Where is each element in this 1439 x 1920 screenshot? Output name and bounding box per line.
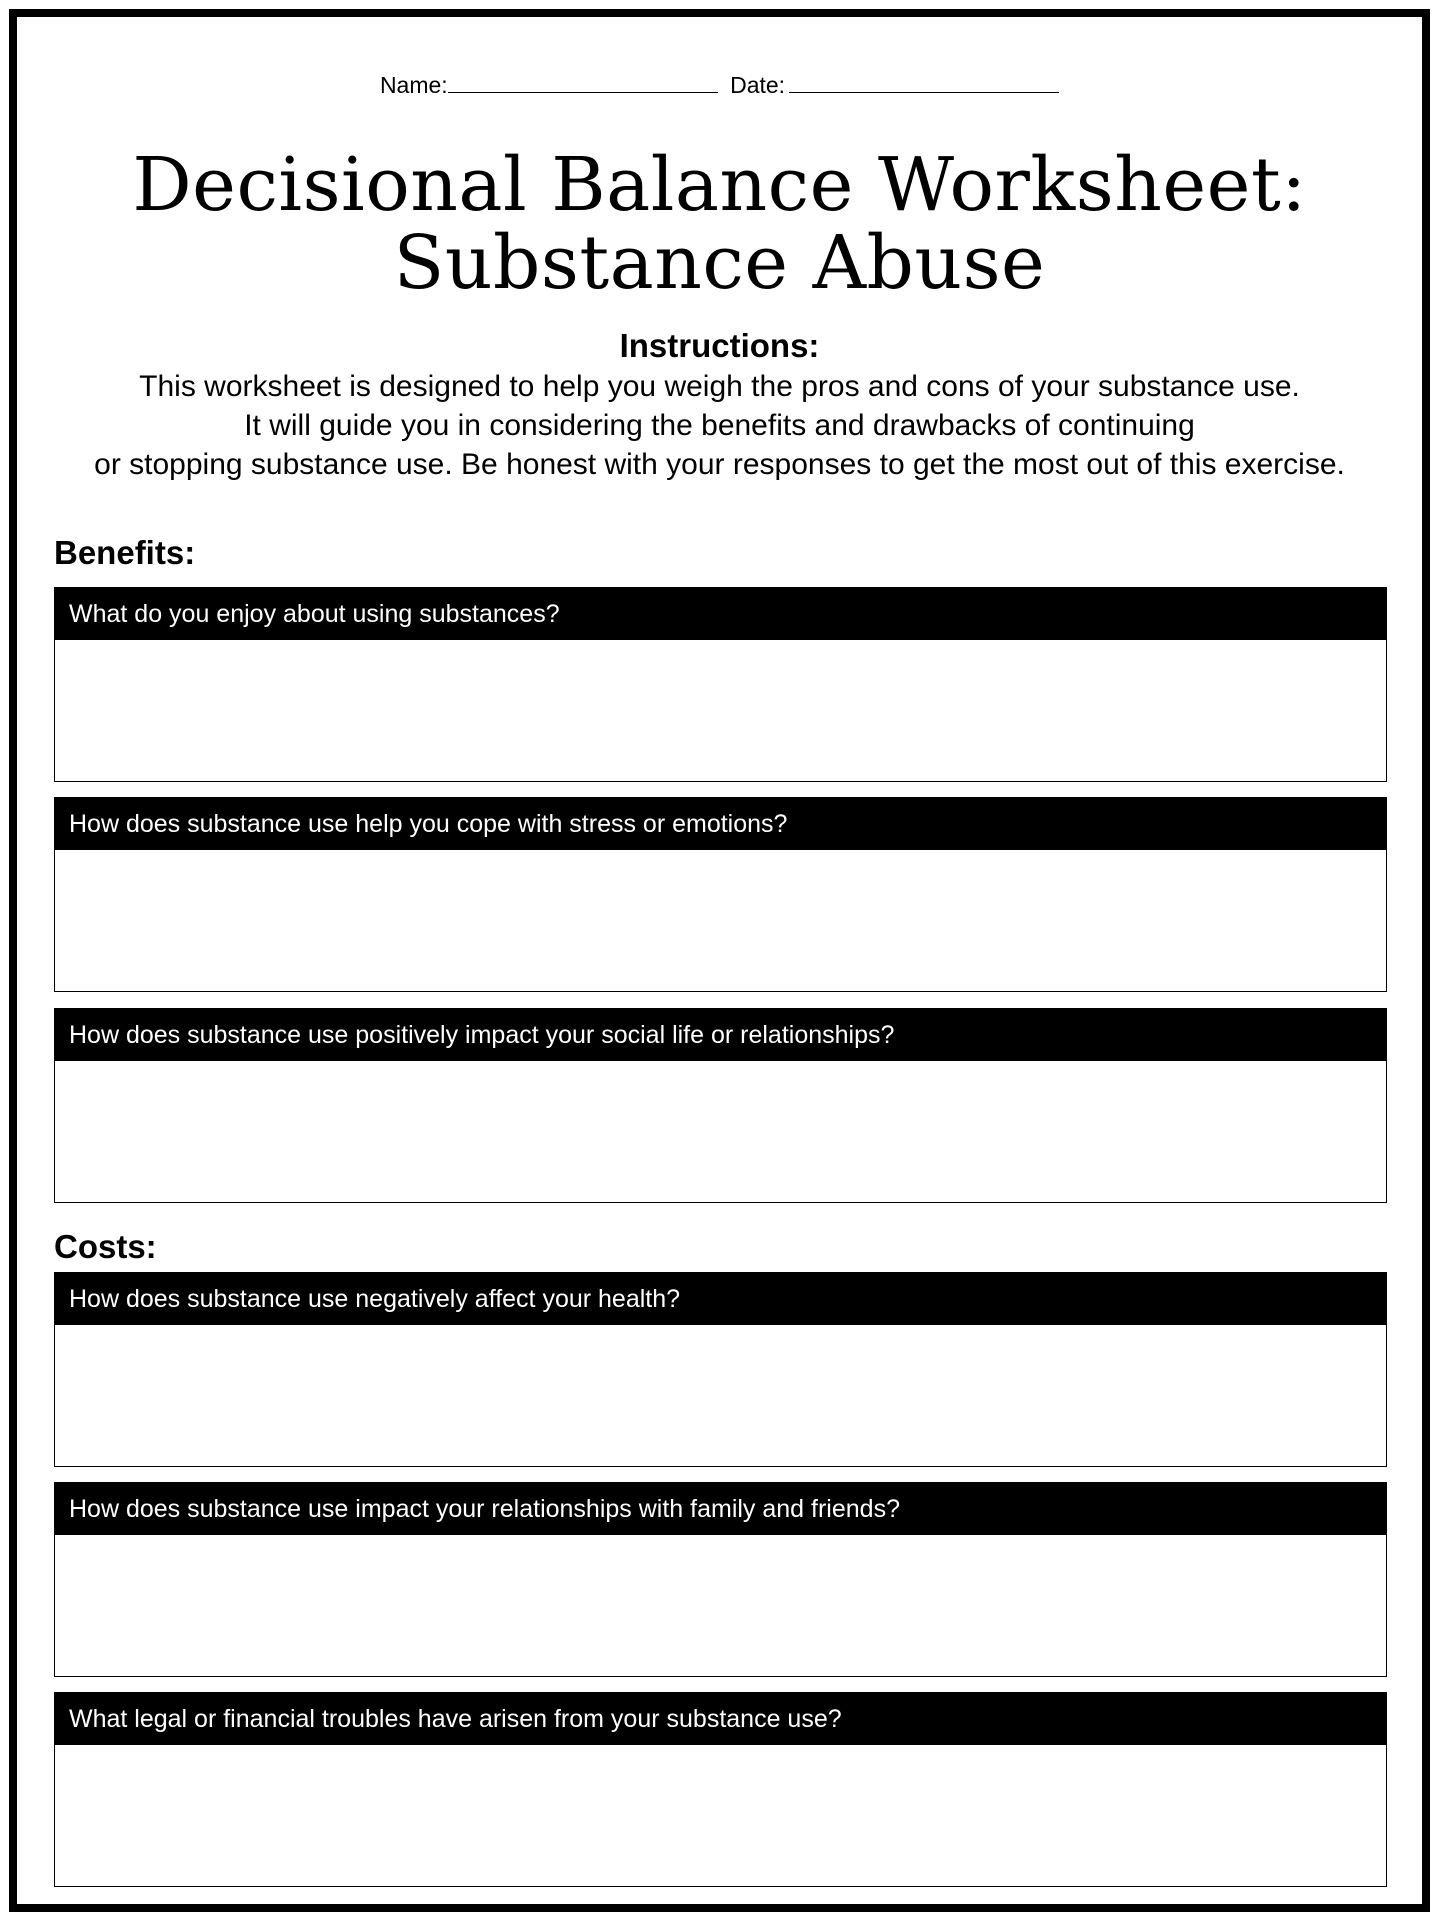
question-bar: How does substance use negatively affect your health? — [55, 1273, 1386, 1325]
answer-area[interactable] — [55, 1061, 1386, 1202]
benefits-heading: Benefits: — [54, 534, 196, 571]
instructions-heading: Instructions: — [619, 327, 820, 364]
date-label: Date: — [730, 72, 786, 98]
question-bar: What legal or financial troubles have arisen from your substance use? — [55, 1693, 1386, 1745]
name-field[interactable] — [448, 72, 718, 93]
title-line-1: Decisional Balance Worksheet: — [132, 142, 1307, 228]
title-line-2: Substance Abuse — [393, 220, 1046, 306]
answer-area[interactable] — [55, 1535, 1386, 1676]
instructions-line-3: or stopping substance use. Be honest with your responses to get the most out of this exercise. — [94, 448, 1345, 481]
instructions-line-2: It will guide you in considering the benefits and drawbacks of continuing — [244, 409, 1195, 442]
answer-area[interactable] — [55, 850, 1386, 991]
question-bar: How does substance use help you cope with stress or emotions? — [55, 798, 1386, 850]
answer-area[interactable] — [55, 640, 1386, 781]
question-bar: What do you enjoy about using substances? — [55, 588, 1386, 640]
name-label: Name: — [379, 72, 448, 98]
instructions-line-1: This worksheet is designed to help you weigh the pros and cons of your substance use. — [139, 370, 1300, 403]
costs-question-3-box — [54, 1692, 1387, 1887]
name-date-line — [0, 72, 1439, 99]
costs-question-1-box — [54, 1272, 1387, 1467]
question-bar: How does substance use impact your relationships with family and friends? — [55, 1483, 1386, 1535]
date-field[interactable] — [789, 72, 1059, 93]
benefits-question-3-box — [54, 1008, 1387, 1203]
answer-area[interactable] — [55, 1325, 1386, 1466]
costs-heading: Costs: — [54, 1228, 157, 1265]
instructions-body — [0, 367, 1439, 484]
benefits-question-1-box — [54, 587, 1387, 782]
question-bar: How does substance use positively impact your social life or relationships? — [55, 1009, 1386, 1061]
costs-question-2-box — [54, 1482, 1387, 1677]
answer-area[interactable] — [55, 1745, 1386, 1886]
page-title — [0, 142, 1439, 306]
benefits-question-2-box — [54, 797, 1387, 992]
